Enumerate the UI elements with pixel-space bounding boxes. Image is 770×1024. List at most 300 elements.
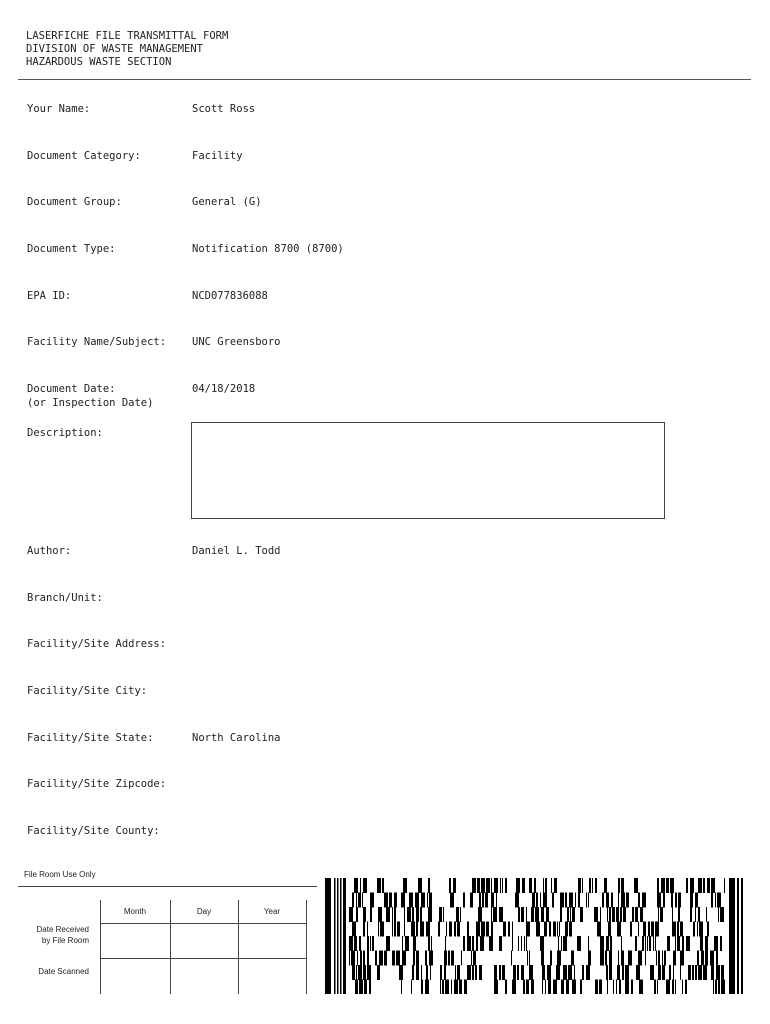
barcode-bar xyxy=(685,980,687,995)
barcode-bar xyxy=(631,980,633,995)
barcode-bar xyxy=(518,907,520,922)
barcode-bar xyxy=(625,965,629,980)
barcode-bar xyxy=(370,893,374,908)
barcode-bar xyxy=(677,936,680,951)
barcode-bar xyxy=(557,922,558,937)
barcode-bar xyxy=(565,893,567,908)
barcode-bar xyxy=(552,893,554,908)
barcode-bar xyxy=(609,907,611,922)
barcode-bar xyxy=(549,922,551,937)
barcode-bar xyxy=(655,922,659,937)
barcode-bar xyxy=(493,907,497,922)
barcode-bar xyxy=(494,980,498,995)
barcode-bar xyxy=(403,878,407,893)
barcode-bar xyxy=(658,951,660,966)
barcode-bar xyxy=(607,980,608,995)
site-state-label: Facility/Site State: xyxy=(27,732,154,744)
barcode-bar xyxy=(377,878,381,893)
barcode-bar xyxy=(724,878,725,893)
barcode-bar xyxy=(670,878,674,893)
barcode-bar xyxy=(607,907,608,922)
barcode-bar xyxy=(349,907,353,922)
barcode-bar xyxy=(518,936,519,951)
barcode-bar xyxy=(589,878,591,893)
barcode-bar xyxy=(491,878,492,893)
row-date-scanned: Date Scanned xyxy=(38,967,89,976)
barcode-bar xyxy=(356,965,357,980)
barcode-bar xyxy=(384,893,388,908)
grid-line xyxy=(306,900,307,994)
barcode-bar xyxy=(657,878,659,893)
barcode-bar xyxy=(662,965,665,980)
barcode-bar xyxy=(698,907,700,922)
barcode-bar xyxy=(540,893,541,908)
barcode-bar xyxy=(431,936,432,951)
barcode-bar xyxy=(486,922,489,937)
barcode-bar xyxy=(700,936,703,951)
column-year: Year xyxy=(263,907,281,916)
barcode-bar xyxy=(536,893,538,908)
barcode-bar xyxy=(394,907,396,922)
barcode-bar xyxy=(521,907,524,922)
barcode-bar xyxy=(619,980,621,995)
barcode-bar xyxy=(680,965,681,980)
barcode-bar xyxy=(618,878,620,893)
barcode-bar xyxy=(359,936,361,951)
barcode-bar xyxy=(656,951,657,966)
barcode-bar xyxy=(662,951,663,966)
barcode-bar xyxy=(698,965,702,980)
barcode-bar xyxy=(647,936,648,951)
barcode-bar xyxy=(386,936,390,951)
barcode-bar xyxy=(521,965,524,980)
barcode-bar xyxy=(563,936,567,951)
barcode-bar xyxy=(617,965,620,980)
barcode-bar xyxy=(600,951,604,966)
barcode-bar xyxy=(621,936,622,951)
barcode-bar xyxy=(476,922,480,937)
barcode-bar xyxy=(473,951,476,966)
your-name-value: Scott Ross xyxy=(192,103,256,115)
barcode-bar xyxy=(477,878,480,893)
barcode-bar xyxy=(650,965,654,980)
barcode-bar xyxy=(698,878,702,893)
barcode-bar xyxy=(429,893,432,908)
barcode-bar xyxy=(392,922,393,937)
barcode-bar xyxy=(440,965,442,980)
barcode-bar xyxy=(604,878,607,893)
barcode-bar xyxy=(367,936,369,951)
barcode-bar xyxy=(673,965,674,980)
barcode-bar xyxy=(547,965,551,980)
barcode-bar xyxy=(672,907,673,922)
barcode-bar xyxy=(444,951,447,966)
barcode-bar xyxy=(439,907,442,922)
barcode-bar xyxy=(358,965,362,980)
barcode-bar xyxy=(634,878,638,893)
description-field[interactable] xyxy=(191,422,665,519)
barcode-bar xyxy=(565,922,568,937)
barcode-bar xyxy=(561,980,564,995)
barcode-bar xyxy=(716,951,718,966)
barcode-bar xyxy=(678,893,681,908)
barcode-bar xyxy=(594,907,598,922)
barcode-bar xyxy=(632,907,634,922)
barcode-bar xyxy=(491,907,492,922)
barcode-bar xyxy=(512,922,513,937)
barcode-bar xyxy=(404,922,405,937)
barcode-bar xyxy=(407,907,411,922)
barcode-bar xyxy=(600,907,601,922)
barcode-bar xyxy=(667,936,670,951)
barcode-bar xyxy=(455,965,456,980)
barcode-bar xyxy=(550,951,552,966)
barcode-bar xyxy=(574,965,575,980)
barcode-bar xyxy=(588,951,591,966)
barcode-bar xyxy=(522,878,525,893)
form-header xyxy=(26,30,228,69)
section-name: HAZARDOUS WASTE SECTION xyxy=(26,56,172,68)
barcode-bar xyxy=(707,878,710,893)
barcode-bar xyxy=(467,965,471,980)
column-day: Day xyxy=(196,907,212,916)
barcode-bar xyxy=(402,936,403,951)
barcode-bar xyxy=(416,965,419,980)
barcode-bar xyxy=(377,965,380,980)
barcode-bar xyxy=(626,893,629,908)
barcode-bar xyxy=(621,893,625,908)
barcode-bar xyxy=(489,936,493,951)
barcode-bar xyxy=(682,980,683,995)
barcode-bar xyxy=(420,922,424,937)
barcode-bar xyxy=(461,951,462,966)
barcode-bar xyxy=(516,878,520,893)
barcode-bar xyxy=(582,878,583,893)
barcode-bar xyxy=(557,951,561,966)
barcode-bar xyxy=(367,951,369,966)
barcode-bar xyxy=(500,878,501,893)
barcode-bar xyxy=(672,980,674,995)
barcode-bar xyxy=(554,878,557,893)
barcode-bar xyxy=(412,907,414,922)
barcode-bar xyxy=(588,936,589,951)
barcode-bar xyxy=(542,980,543,995)
barcode-bar xyxy=(367,965,371,980)
barcode-bar xyxy=(418,878,422,893)
barcode-bar xyxy=(325,878,331,994)
barcode-bar xyxy=(642,893,646,908)
barcode-bar xyxy=(502,878,503,893)
barcode-bar xyxy=(570,907,571,922)
barcode-bar xyxy=(363,907,366,922)
barcode-bar xyxy=(673,951,676,966)
barcode-bar xyxy=(372,936,374,951)
barcode-bar xyxy=(566,980,569,995)
barcode-bar xyxy=(686,878,688,893)
barcode-bar xyxy=(718,907,719,922)
site-state-value: North Carolina xyxy=(192,732,281,744)
barcode-bar xyxy=(703,878,705,893)
barcode-bar xyxy=(359,980,363,995)
barcode-bar xyxy=(653,936,654,951)
barcode-bar xyxy=(638,922,639,937)
barcode-bar xyxy=(695,907,696,922)
barcode-bar xyxy=(677,922,679,937)
barcode-bar xyxy=(661,878,665,893)
barcode-bar xyxy=(375,951,377,966)
barcode-bar xyxy=(630,922,632,937)
barcode-bar xyxy=(485,893,488,908)
barcode-bar xyxy=(505,980,507,995)
barcode-bar xyxy=(618,893,619,908)
barcode-bar xyxy=(608,922,611,937)
barcode-bar xyxy=(343,878,346,994)
barcode-bar xyxy=(675,936,676,951)
barcode-bar xyxy=(682,936,684,951)
barcode-bar xyxy=(571,951,574,966)
barcode-bar xyxy=(502,965,505,980)
barcode-bar xyxy=(456,907,459,922)
barcode-bar xyxy=(479,965,482,980)
barcode-bar xyxy=(416,951,419,966)
barcode-bar xyxy=(527,951,528,966)
barcode-bar xyxy=(569,893,573,908)
document-date-value: 04/18/2018 xyxy=(192,383,256,395)
barcode-bar xyxy=(595,980,598,995)
barcode-bar xyxy=(606,965,608,980)
barcode-bar xyxy=(401,980,402,995)
barcode-bar xyxy=(444,965,446,980)
barcode-bar xyxy=(421,965,422,980)
barcode-bar xyxy=(658,965,661,980)
facility-name-value: UNC Greensboro xyxy=(192,336,281,348)
barcode-bar xyxy=(703,965,707,980)
barcode-bar xyxy=(356,907,358,922)
barcode-bar xyxy=(545,878,547,893)
form-title: LASERFICHE FILE TRANSMITTAL FORM xyxy=(26,30,229,42)
barcode-bar xyxy=(412,965,414,980)
barcode-bar xyxy=(686,936,690,951)
barcode-bar xyxy=(337,878,339,994)
barcode-bar xyxy=(707,922,709,937)
barcode-bar xyxy=(563,965,567,980)
barcode-bar xyxy=(592,878,593,893)
pdf417-barcode-icon xyxy=(325,878,743,994)
barcode-bar xyxy=(478,907,482,922)
document-date-label: Document Date: xyxy=(27,383,116,395)
barcode-bar xyxy=(363,922,365,937)
barcode-bar xyxy=(360,951,362,966)
document-category-value: Facility xyxy=(192,150,243,162)
barcode-bar xyxy=(620,907,622,922)
barcode-bar xyxy=(639,980,643,995)
barcode-bar xyxy=(386,907,390,922)
barcode-bar xyxy=(364,980,367,995)
barcode-bar xyxy=(572,907,575,922)
barcode-bar xyxy=(438,922,440,937)
barcode-bar xyxy=(513,965,516,980)
barcode-bar xyxy=(660,907,663,922)
document-group-label: Document Group: xyxy=(27,196,122,208)
barcode-bar xyxy=(454,922,456,937)
barcode-bar xyxy=(450,893,454,908)
barcode-bar xyxy=(628,951,632,966)
file-room-divider xyxy=(18,886,317,887)
barcode-bar xyxy=(675,980,676,995)
barcode-bar xyxy=(544,922,547,937)
barcode-bar xyxy=(369,980,371,995)
barcode-bar xyxy=(580,980,582,995)
barcode-bar xyxy=(638,893,640,908)
barcode-bar xyxy=(494,965,497,980)
barcode-bar xyxy=(648,922,650,937)
barcode-bar xyxy=(535,907,539,922)
row-date-received: Date Received by File Room xyxy=(36,925,89,945)
barcode-bar xyxy=(378,907,382,922)
barcode-bar xyxy=(541,907,544,922)
barcode-bar xyxy=(578,893,580,908)
barcode-bar xyxy=(360,878,361,893)
barcode-bar xyxy=(621,878,624,893)
barcode-bar xyxy=(496,893,497,908)
description-label: Description: xyxy=(27,427,103,439)
barcode-bar xyxy=(582,965,584,980)
barcode-bar xyxy=(428,936,430,951)
barcode-bar xyxy=(625,980,629,995)
barcode-bar xyxy=(481,922,485,937)
barcode-bar xyxy=(443,907,444,922)
barcode-bar xyxy=(470,893,473,908)
barcode-bar xyxy=(499,936,502,951)
barcode-bar xyxy=(411,922,415,937)
barcode-bar xyxy=(688,965,691,980)
barcode-bar xyxy=(655,936,656,951)
site-city-label: Facility/Site City: xyxy=(27,685,148,697)
barcode-bar xyxy=(658,907,659,922)
barcode-bar xyxy=(572,980,576,995)
barcode-bar xyxy=(651,922,654,937)
barcode-bar xyxy=(548,980,551,995)
barcode-bar xyxy=(399,965,403,980)
barcode-bar xyxy=(532,893,535,908)
barcode-bar xyxy=(340,878,342,994)
barcode-bar xyxy=(729,878,735,994)
barcode-bar xyxy=(499,965,501,980)
barcode-bar xyxy=(425,980,429,995)
barcode-bar xyxy=(379,951,383,966)
barcode-bar xyxy=(472,878,476,893)
barcode-bar xyxy=(442,980,444,995)
site-address-label: Facility/Site Address: xyxy=(27,638,167,650)
barcode-bar xyxy=(540,936,544,951)
barcode-bar xyxy=(678,907,680,922)
barcode-bar xyxy=(526,922,530,937)
barcode-bar xyxy=(503,922,506,937)
barcode-bar xyxy=(472,936,474,951)
barcode-bar xyxy=(559,922,560,937)
barcode-bar xyxy=(471,951,472,966)
barcode-bar xyxy=(363,965,366,980)
barcode-bar xyxy=(526,980,529,995)
barcode-bar xyxy=(556,965,560,980)
barcode-bar xyxy=(529,878,532,893)
barcode-bar xyxy=(451,980,452,995)
barcode-bar xyxy=(560,907,562,922)
barcode-bar xyxy=(623,907,626,922)
barcode-bar xyxy=(680,922,683,937)
barcode-bar xyxy=(449,922,452,937)
document-type-label: Document Type: xyxy=(27,243,116,255)
barcode-bar xyxy=(542,965,545,980)
barcode-bar xyxy=(349,936,353,951)
barcode-bar xyxy=(531,980,534,995)
barcode-bar xyxy=(675,893,677,908)
document-group-value: General (G) xyxy=(192,196,262,208)
barcode-bar xyxy=(352,922,356,937)
barcode-bar xyxy=(617,922,621,937)
barcode-bar xyxy=(560,893,564,908)
barcode-bar xyxy=(491,893,494,908)
barcode-bar xyxy=(713,980,714,995)
your-name-label: Your Name: xyxy=(27,103,91,115)
barcode-bar xyxy=(721,965,724,980)
barcode-bar xyxy=(567,907,569,922)
barcode-bar xyxy=(720,936,722,951)
barcode-bar xyxy=(616,980,617,995)
barcode-bar xyxy=(524,936,525,951)
barcode-bar xyxy=(453,878,456,893)
barcode-bar xyxy=(657,980,658,995)
barcode-bar xyxy=(401,893,405,908)
document-date-sublabel: (or Inspection Date) xyxy=(27,397,154,409)
barcode-bar xyxy=(705,951,708,966)
branch-unit-label: Branch/Unit: xyxy=(27,592,103,604)
barcode-bar xyxy=(577,936,581,951)
barcode-bar xyxy=(362,893,363,908)
barcode-bar xyxy=(551,878,552,893)
barcode-bar xyxy=(446,922,447,937)
barcode-bar xyxy=(479,893,481,908)
barcode-bar xyxy=(718,980,720,995)
barcode-bar xyxy=(415,893,419,908)
barcode-bar xyxy=(611,893,613,908)
barcode-bar xyxy=(494,878,498,893)
barcode-bar xyxy=(578,878,581,893)
barcode-bar xyxy=(351,951,355,966)
barcode-bar xyxy=(643,922,646,937)
barcode-bar xyxy=(558,936,559,951)
barcode-bar xyxy=(413,951,415,966)
barcode-bar xyxy=(508,922,510,937)
barcode-bar xyxy=(690,907,692,922)
barcode-bar xyxy=(467,936,471,951)
barcode-bar xyxy=(543,878,544,893)
barcode-bar xyxy=(621,951,624,966)
barcode-bar xyxy=(606,936,609,951)
barcode-bar xyxy=(491,922,493,937)
barcode-bar xyxy=(480,936,484,951)
barcode-bar xyxy=(392,907,393,922)
barcode-bar xyxy=(545,980,546,995)
barcode-bar xyxy=(512,980,516,995)
barcode-bar xyxy=(654,980,656,995)
file-room-title: File Room Use Only xyxy=(24,870,96,879)
barcode-bar xyxy=(690,878,694,893)
barcode-bar xyxy=(392,951,395,966)
barcode-bar xyxy=(421,893,425,908)
barcode-bar xyxy=(664,951,666,966)
barcode-bar xyxy=(426,965,428,980)
